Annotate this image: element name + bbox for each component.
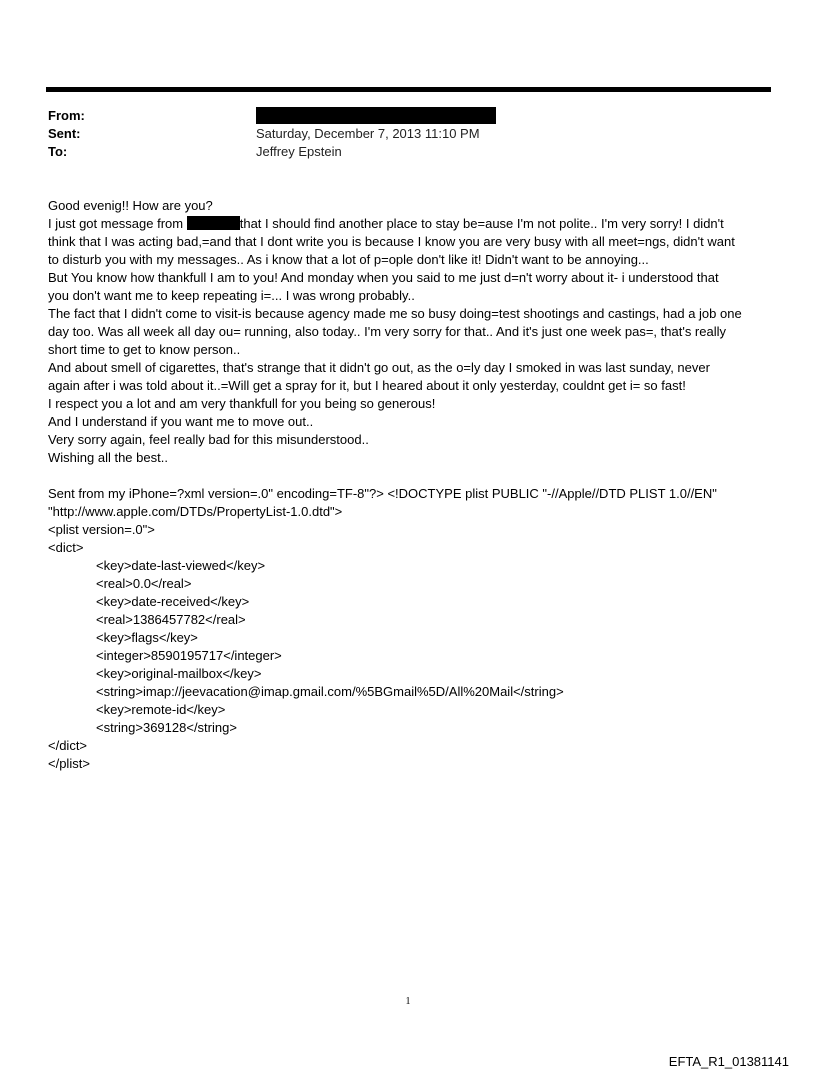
plist-line: <key>date-last-viewed</key> — [96, 558, 266, 573]
body-line: The fact that I didn't come to visit-is because agency made me so busy doing=test shootings and castings, had a job one — [48, 306, 742, 321]
body-line: Wishing all the best.. — [48, 450, 168, 465]
document-id: EFTA_R1_01381141 — [668, 1054, 789, 1069]
plist-line: <plist version=.0"> — [48, 522, 155, 537]
plist-line: <key>date-received</key> — [96, 594, 250, 609]
body-line — [48, 215, 768, 233]
plist-line: </dict> — [48, 738, 88, 753]
plist-line: <dict> — [48, 540, 84, 555]
sent-row — [48, 125, 768, 143]
blank-line — [48, 467, 768, 485]
plist-line: <key>remote-id</key> — [96, 702, 226, 717]
plist-line: <integer>8590195717</integer> — [96, 648, 282, 663]
page-number: 1 — [405, 996, 411, 1007]
email-body — [48, 197, 768, 773]
plist-line: <real>0.0</real> — [96, 576, 192, 591]
body-line: Good evenig!! How are you? — [48, 198, 213, 213]
from-label: From: — [48, 108, 85, 123]
signature-line: Sent from my iPhone=?xml version=.0" encoding=TF-8"?> <!DOCTYPE plist PUBLIC "-//Apple//DTD PLIST 1.0//EN" — [48, 486, 717, 501]
plist-line: "http://www.apple.com/DTDs/PropertyList-1.0.dtd"> — [48, 504, 343, 519]
email-header — [48, 107, 768, 161]
sent-value: Saturday, December 7, 2013 11:10 PM — [256, 126, 480, 141]
redacted-sender-block — [256, 107, 496, 124]
from-row — [48, 107, 768, 125]
body-text: that I should find another place to stay be=ause I'm not polite.. I'm very sorry! I didn't — [239, 216, 724, 231]
plist-line: <real>1386457782</real> — [96, 612, 246, 627]
body-line: think that I was acting bad,=and that I dont write you is because I know you are very busy with all meet=ngs, didn't want — [48, 234, 735, 249]
body-line: And about smell of cigarettes, that's strange that it didn't go out, as the o=ly day I smoked in was last sunday, never — [48, 360, 710, 375]
to-value: Jeffrey Epstein — [256, 144, 342, 159]
body-line: again after i was told about it..=Will get a spray for it, but I heared about it only yesterday, couldnt get i= so fast! — [48, 378, 686, 393]
header-rule — [46, 87, 771, 92]
plist-line: <key>original-mailbox</key> — [96, 666, 262, 681]
body-text: I just got message from — [48, 216, 187, 231]
body-line: I respect you a lot and am very thankfull for you being so generous! — [48, 396, 436, 411]
redacted-name-block — [187, 216, 240, 230]
to-row — [48, 143, 768, 161]
body-line: day too. Was all week all day ou= running, also today.. I'm very sorry for that.. And it's just one week pas=, that's really — [48, 324, 726, 339]
body-line: you don't want me to keep repeating i=... I was wrong probably.. — [48, 288, 415, 303]
plist-line: <string>369128</string> — [96, 720, 237, 735]
body-line: But You know how thankfull I am to you! And monday when you said to me just d=n't worry about it- i understood that — [48, 270, 719, 285]
plist-line: <key>flags</key> — [96, 630, 198, 645]
sent-label: Sent: — [48, 126, 81, 141]
body-line: Very sorry again, feel really bad for this misunderstood.. — [48, 432, 369, 447]
plist-line: <string>imap://jeevacation@imap.gmail.com/%5BGmail%5D/All%20Mail</string> — [96, 684, 564, 699]
plist-line: </plist> — [48, 756, 90, 771]
body-line: short time to get to know person.. — [48, 342, 241, 357]
body-line: And I understand if you want me to move out.. — [48, 414, 314, 429]
to-label: To: — [48, 144, 68, 159]
body-line: to disturb you with my messages.. As i know that a lot of p=ople don't like it! Didn't want to be annoying... — [48, 252, 649, 267]
